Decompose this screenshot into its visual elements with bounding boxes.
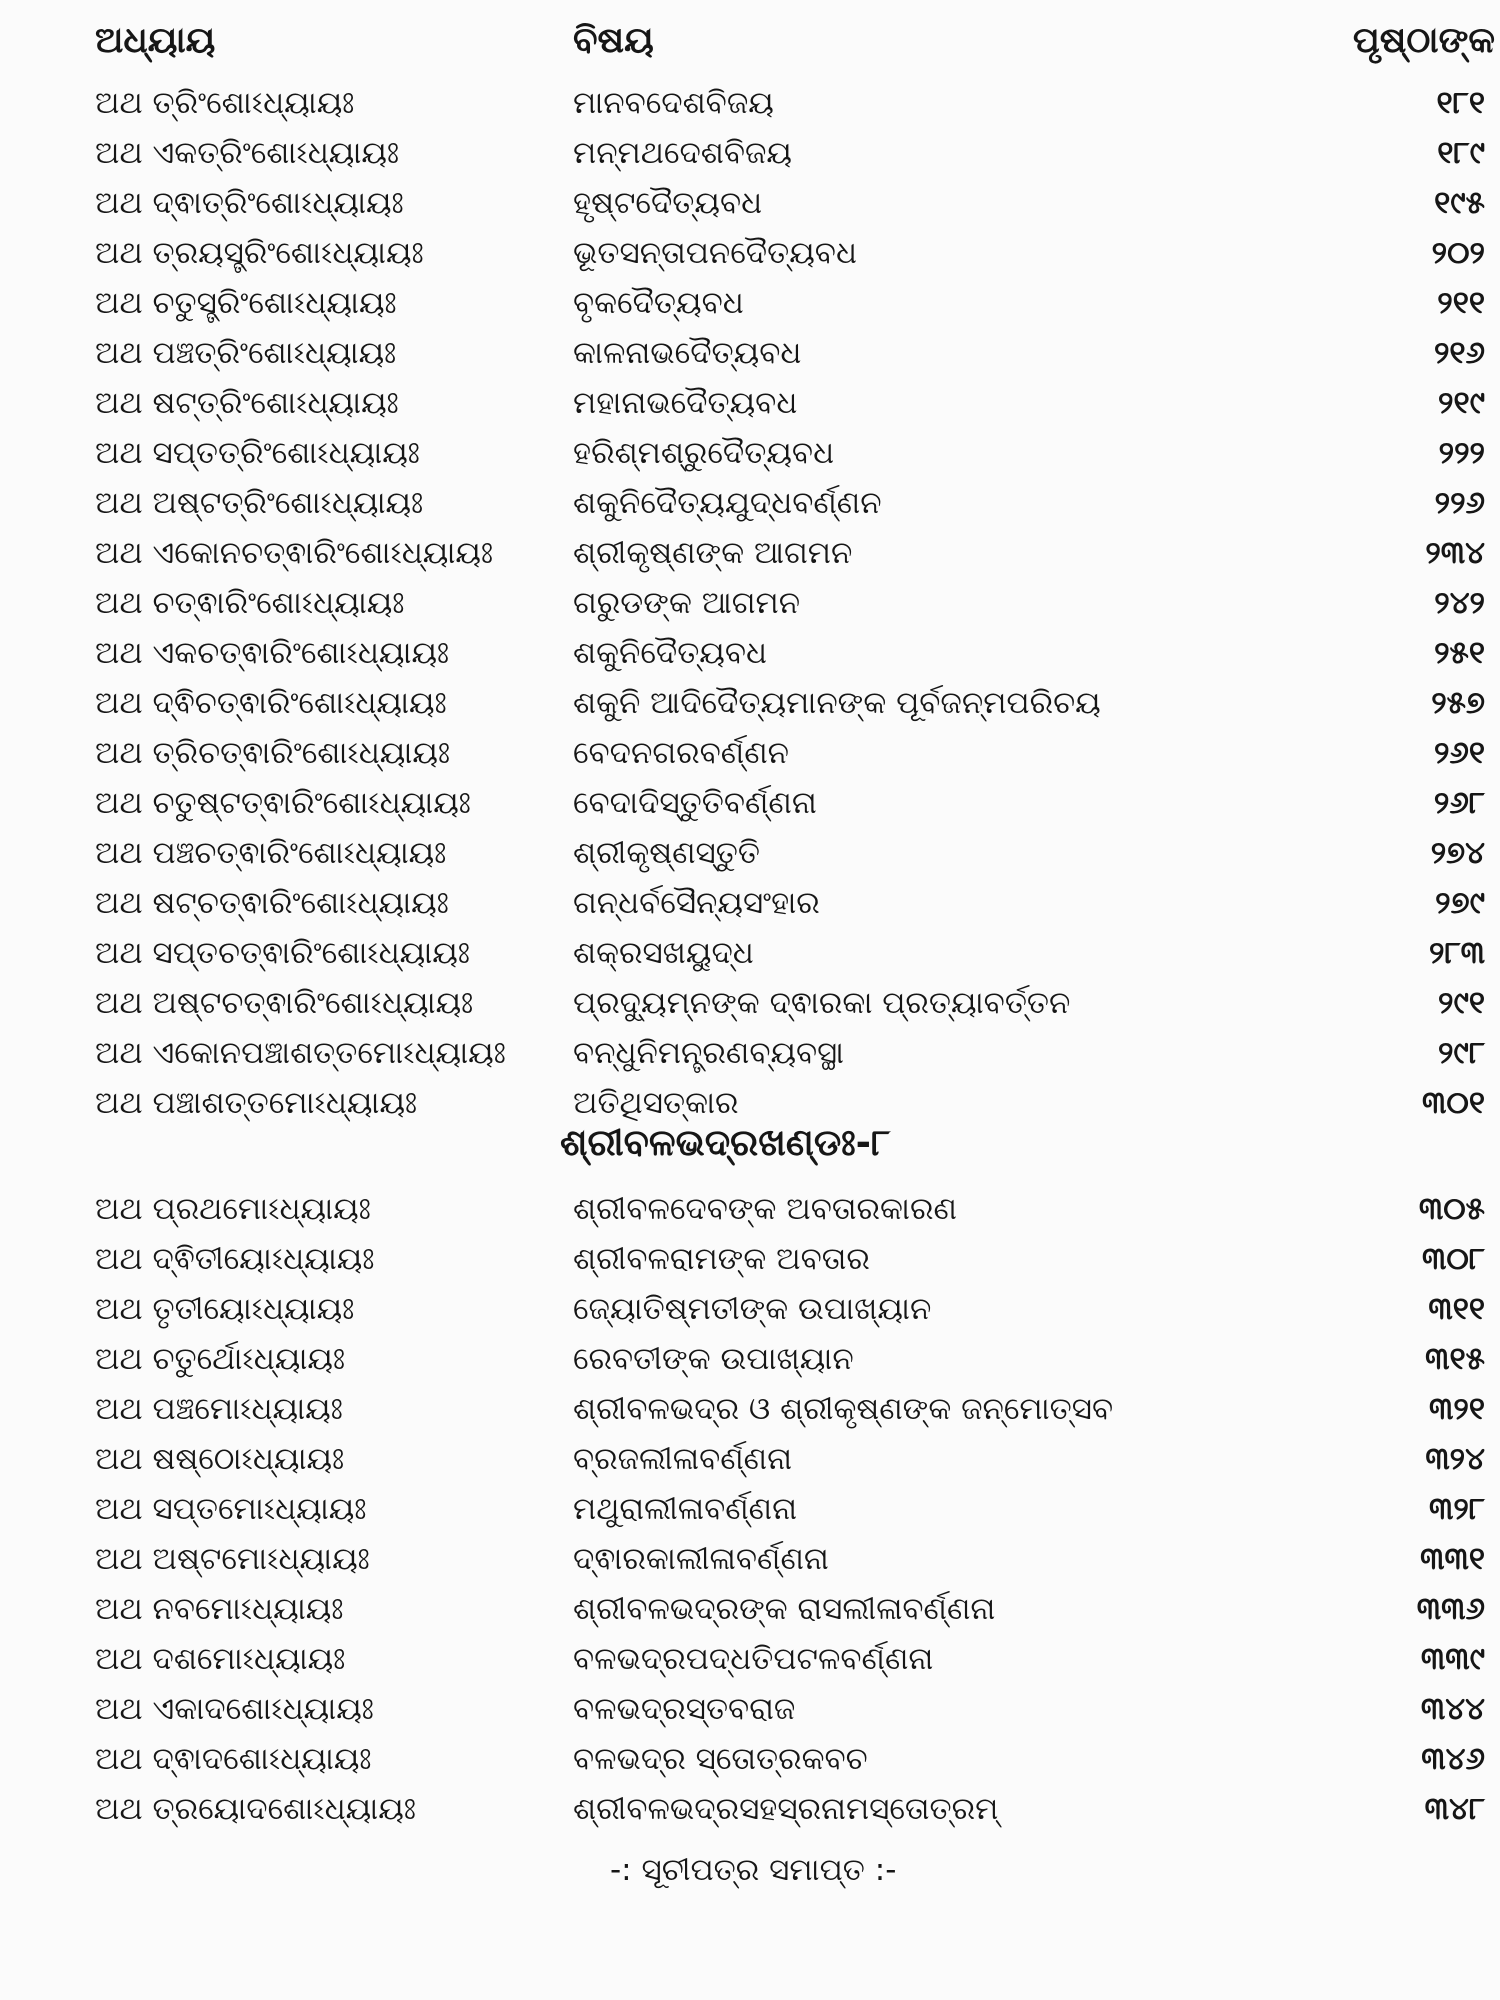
chapter-name: ଅଥ ସପ୍ତଚତ୍ଵାରିଂଶୋଽଧ୍ୟାୟଃ [95, 935, 470, 971]
subject-name: ଶକୁନିଦୈତ୍ୟଯୁଦ୍ଧବର୍ଣ୍ଣନ [573, 485, 882, 521]
header-page: ପୃଷ୍ଠାଙ୍କ [1352, 20, 1495, 61]
chapter-name: ଅଥ ଏକତ୍ରିଂଶୋଽଧ୍ୟାୟଃ [95, 135, 400, 171]
page-number: ୩୦୮ [1422, 1241, 1485, 1277]
page-number: ୨୧୯ [1438, 385, 1485, 421]
toc-row [95, 1284, 1495, 1334]
subject-name: ବଳଭଦ୍ରସ୍ତବରାଜ [573, 1691, 796, 1727]
subject-name: ମଥୁରାଲୀଳାବର୍ଣ୍ଣନା [573, 1491, 798, 1527]
subject-name: ଗରୁଡଙ୍କ ଆଗମନ [573, 585, 801, 621]
page-number: ୨୮୩ [1429, 935, 1485, 971]
chapter-name: ଅଥ ଚତ୍ଵାରିଂଶୋଽଧ୍ୟାୟଃ [95, 585, 405, 621]
toc-row [95, 728, 1495, 778]
chapter-name: ଅଥ ତ୍ରିଂଶୋଽଧ୍ୟାୟଃ [95, 85, 355, 121]
chapter-name: ଅଥ ଅଷ୍ଟଚତ୍ଵାରିଂଶୋଽଧ୍ୟାୟଃ [95, 985, 474, 1021]
chapter-name: ଅଥ ଅଷ୍ଟମୋଽଧ୍ୟାୟଃ [95, 1541, 370, 1577]
page-number: ୨୭୯ [1435, 885, 1485, 921]
toc-row [95, 878, 1495, 928]
chapter-name: ଅଥ ଏକଚତ୍ଵାରିଂଶୋଽଧ୍ୟାୟଃ [95, 635, 450, 671]
chapter-name: ଅଥ ତ୍ରୟସ୍ତ୍ରିଂଶୋଽଧ୍ୟାୟଃ [95, 235, 424, 271]
subject-name: ବଳଭଦ୍ର ସ୍ତୋତ୍ରକବଚ [573, 1741, 868, 1777]
chapter-name: ଅଥ ତୃତୀୟୋଽଧ୍ୟାୟଃ [95, 1291, 355, 1327]
toc-row [95, 1784, 1495, 1834]
subject-name: ଶ୍ରୀବଳଭଦ୍ରସହସ୍ରନାମସ୍ତୋତ୍ରମ୍ [573, 1791, 999, 1827]
toc-row [95, 928, 1495, 978]
page-number: ୨୬୧ [1433, 735, 1485, 771]
subject-name: ହୃଷ୍ଟଦୈତ୍ୟବଧ [573, 185, 763, 221]
chapter-name: ଅଥ ସପ୍ତତ୍ରିଂଶୋଽଧ୍ୟାୟଃ [95, 435, 420, 471]
toc-row [95, 78, 1495, 128]
subject-name: ଶ୍ରୀବଳରାମଙ୍କ ଅବତାର [573, 1241, 870, 1277]
subject-name: ମାନବଦେଶବିଜୟ [573, 85, 774, 121]
toc-row [95, 478, 1495, 528]
page-number: ୩୦୫ [1418, 1191, 1485, 1227]
chapter-name: ଅଥ ଅଷ୍ଟତ୍ରିଂଶୋଽଧ୍ୟାୟଃ [95, 485, 424, 521]
chapter-name: ଅଥ ଏକାଦଶୋଽଧ୍ୟାୟଃ [95, 1691, 374, 1727]
page-number: ୧୮୯ [1437, 135, 1485, 171]
chapter-name: ଅଥ ଷଟ୍‌ଚତ୍ଵାରିଂଶୋଽଧ୍ୟାୟଃ [95, 885, 449, 921]
page-number: ୨୪୨ [1434, 585, 1485, 621]
chapter-name: ଅଥ ପଞ୍ଚଚତ୍ଵାରିଂଶୋଽଧ୍ୟାୟଃ [95, 835, 447, 871]
page-number: ୨୫୭ [1431, 685, 1485, 721]
subject-name: ଶକୁନିଦୈତ୍ୟବଧ [573, 635, 767, 671]
toc-row [95, 678, 1495, 728]
toc-row [95, 128, 1495, 178]
chapter-name: ଅଥ ଦ୍ଵାତ୍ରିଂଶୋଽଧ୍ୟାୟଃ [95, 185, 404, 221]
page-number: ୨୯୮ [1437, 1035, 1485, 1071]
subject-name: ବୃକଦୈତ୍ୟବଧ [573, 285, 744, 321]
page-number: ୨୨୬ [1434, 485, 1485, 521]
subject-name: ହରିଶ୍ମଶ୍ରୁଦୈତ୍ୟବଧ [573, 435, 835, 471]
page-number: ୩୨୪ [1425, 1441, 1485, 1477]
toc-row [95, 1734, 1495, 1784]
subject-name: ବଳଭଦ୍ରପଦ୍ଧତିପଟଳବର୍ଣ୍ଣନା [573, 1641, 934, 1677]
toc-row [95, 328, 1495, 378]
toc-end-note: -: ସୂଚୀପତ୍ର ସମାପ୍ତ :- [610, 1852, 897, 1888]
page-number: ୨୧୧ [1437, 285, 1485, 321]
toc-row [95, 1028, 1495, 1078]
subject-name: କାଳନାଭଦୈତ୍ୟବଧ [573, 335, 802, 371]
page-number: ୧୯୫ [1434, 185, 1485, 221]
page-number: ୨୨୨ [1438, 435, 1485, 471]
toc-list-part1 [95, 78, 1495, 1128]
chapter-name: ଅଥ ଚତୁଷ୍ଟତ୍ଵାରିଂଶୋଽଧ୍ୟାୟଃ [95, 785, 471, 821]
page-number: ୩୩୯ [1420, 1641, 1485, 1677]
subject-name: ବନ୍ଧୁନିମନ୍ତ୍ରଣବ୍ୟବସ୍ଥା [573, 1035, 845, 1071]
subject-name: ବେଦନଗରବର୍ଣ୍ଣନ [573, 735, 790, 771]
chapter-name: ଅଥ ଚତୁର୍ଥୋଽଧ୍ୟାୟଃ [95, 1341, 346, 1377]
chapter-name: ଅଥ ଷଟ୍‌ତ୍ରିଂଶୋଽଧ୍ୟାୟଃ [95, 385, 399, 421]
toc-row [95, 1434, 1495, 1484]
chapter-name: ଅଥ ଏକୋନପଞ୍ଚାଶତ୍ତମୋଽଧ୍ୟାୟଃ [95, 1035, 506, 1071]
chapter-name: ଅଥ ଦ୍ଵିତୀୟୋଽଧ୍ୟାୟଃ [95, 1241, 375, 1277]
subject-name: ଶ୍ରୀବଳଦେବଙ୍କ ଅବତାରକାରଣ [573, 1191, 957, 1227]
chapter-name: ଅଥ ତ୍ରୟୋଦଶୋଽଧ୍ୟାୟଃ [95, 1791, 416, 1827]
subject-name: ପ୍ରଦ୍ୟୁମ୍ନଙ୍କ ଦ୍ଵାରକା ପ୍ରତ୍ୟାବର୍ତ୍ତନ [573, 985, 1071, 1021]
toc-row [95, 778, 1495, 828]
subject-name: ଶକ୍ରସଖୟୁଦ୍ଧ [573, 935, 754, 971]
subject-name: ଦ୍ଵାରକାଲୀଳାବର୍ଣ୍ଣନା [573, 1541, 829, 1577]
subject-name: ଗନ୍ଧର୍ବସୈନ୍ୟସଂହାର [573, 885, 820, 921]
toc-row [95, 1484, 1495, 1534]
chapter-name: ଅଥ ଦଶମୋଽଧ୍ୟାୟଃ [95, 1641, 346, 1677]
subject-name: ଶ୍ରୀକୃଷ୍ଣସ୍ତୁତି [573, 835, 760, 871]
page-number: ୨୭୪ [1430, 835, 1485, 871]
header-chapter: ଅଧ୍ୟାୟ [95, 20, 216, 61]
chapter-name: ଅଥ ପଞ୍ଚତ୍ରିଂଶୋଽଧ୍ୟାୟଃ [95, 335, 397, 371]
toc-row [95, 528, 1495, 578]
chapter-name: ଅଥ ଚତୁସ୍ତ୍ରିଂଶୋଽଧ୍ୟାୟଃ [95, 285, 397, 321]
toc-row [95, 828, 1495, 878]
toc-row [95, 178, 1495, 228]
page-number: ୩୨୧ [1429, 1391, 1485, 1427]
page-number: ୩୩୧ [1420, 1541, 1485, 1577]
page-number: ୩୩୬ [1416, 1591, 1485, 1627]
page-number: ୩୧୧ [1428, 1291, 1485, 1327]
subject-name: ଜ୍ୟୋତିଷ୍ମତୀଙ୍କ ଉପାଖ୍ୟାନ [573, 1291, 932, 1327]
page-number: ୩୧୫ [1425, 1341, 1485, 1377]
page-number: ୨୬୮ [1433, 785, 1485, 821]
chapter-name: ଅଥ ଦ୍ଵିଚତ୍ଵାରିଂଶୋଽଧ୍ୟାୟଃ [95, 685, 447, 721]
page-number: ୩୦୧ [1422, 1085, 1485, 1121]
toc-row [95, 1184, 1495, 1234]
page-number: ୨୯୧ [1438, 985, 1485, 1021]
chapter-name: ଅଥ ନବମୋଽଧ୍ୟାୟଃ [95, 1591, 344, 1627]
toc-row [95, 228, 1495, 278]
chapter-name: ଅଥ ସପ୍ତମୋଽଧ୍ୟାୟଃ [95, 1491, 367, 1527]
subject-name: ରେବତୀଙ୍କ ଉପାଖ୍ୟାନ [573, 1341, 854, 1377]
toc-row [95, 1534, 1495, 1584]
page-number: ୧୮୧ [1436, 85, 1485, 121]
chapter-name: ଅଥ ପଞ୍ଚମୋଽଧ୍ୟାୟଃ [95, 1391, 343, 1427]
page-number: ୨୩୪ [1425, 535, 1485, 571]
page-number: ୨୫୧ [1434, 635, 1485, 671]
subject-name: ମହାନାଭଦୈତ୍ୟବଧ [573, 385, 798, 421]
toc-row [95, 1684, 1495, 1734]
toc-row [95, 978, 1495, 1028]
toc-row [95, 1234, 1495, 1284]
toc-list-part2 [95, 1184, 1495, 1834]
page-number: ୨୦୨ [1431, 235, 1485, 271]
section-title: ଶ୍ରୀବଳଭଦ୍ରଖଣ୍ଡଃ-୮ [560, 1121, 891, 1164]
toc-row [95, 1634, 1495, 1684]
chapter-name: ଅଥ ପ୍ରଥମୋଽଧ୍ୟାୟଃ [95, 1191, 371, 1227]
chapter-name: ଅଥ ଦ୍ଵାଦଶୋଽଧ୍ୟାୟଃ [95, 1741, 372, 1777]
subject-name: ଭୂତସନ୍ତାପନଦୈତ୍ୟବଧ [573, 235, 857, 271]
toc-row [95, 428, 1495, 478]
subject-name: ବ୍ରଜଲୀଳାବର୍ଣ୍ଣନା [573, 1441, 793, 1477]
chapter-name: ଅଥ ତ୍ରିଚତ୍ଵାରିଂଶୋଽଧ୍ୟାୟଃ [95, 735, 451, 771]
chapter-name: ଅଥ ଷଷ୍ଠୋଽଧ୍ୟାୟଃ [95, 1441, 345, 1477]
toc-row [95, 628, 1495, 678]
chapter-name: ଅଥ ପଞ୍ଚାଶତ୍ତମୋଽଧ୍ୟାୟଃ [95, 1085, 418, 1121]
page-number: ୩୨୮ [1429, 1491, 1485, 1527]
subject-name: ଶ୍ରୀବଳଭଦ୍ରଙ୍କ ରାସଲୀଳାବର୍ଣ୍ଣନା [573, 1591, 996, 1627]
page-number: ୩୪୮ [1424, 1791, 1485, 1827]
toc-row [95, 278, 1495, 328]
toc-row [95, 1384, 1495, 1434]
subject-name: ଅତିଥିସତ୍କାର [573, 1085, 739, 1121]
page-number: ୩୪୬ [1421, 1741, 1485, 1777]
toc-row [95, 578, 1495, 628]
header-subject: ବିଷୟ [573, 20, 654, 61]
subject-name: ଶକୁନି ଆଦିଦୈତ୍ୟମାନଙ୍କ ପୂର୍ବଜନ୍ମପରିଚୟ [573, 685, 1101, 721]
subject-name: ମନ୍ମଥଦେଶବିଜୟ [573, 135, 792, 171]
toc-row [95, 378, 1495, 428]
toc-header [95, 20, 1495, 70]
subject-name: ବେଦାଦିସ୍ତୁତିବର୍ଣ୍ଣନା [573, 785, 817, 821]
subject-name: ଶ୍ରୀବଳଭଦ୍ର ଓ ଶ୍ରୀକୃଷ୍ଣଙ୍କ ଜନ୍ମୋତ୍ସବ [573, 1391, 1114, 1427]
page-number: ୨୧୬ [1433, 335, 1485, 371]
toc-row [95, 1334, 1495, 1384]
page-number: ୩୪୪ [1420, 1691, 1485, 1727]
toc-row [95, 1584, 1495, 1634]
subject-name: ଶ୍ରୀକୃଷ୍ଣଙ୍କ ଆଗମନ [573, 535, 853, 571]
chapter-name: ଅଥ ଏକୋନଚତ୍ଵାରିଂଶୋଽଧ୍ୟାୟଃ [95, 535, 494, 571]
